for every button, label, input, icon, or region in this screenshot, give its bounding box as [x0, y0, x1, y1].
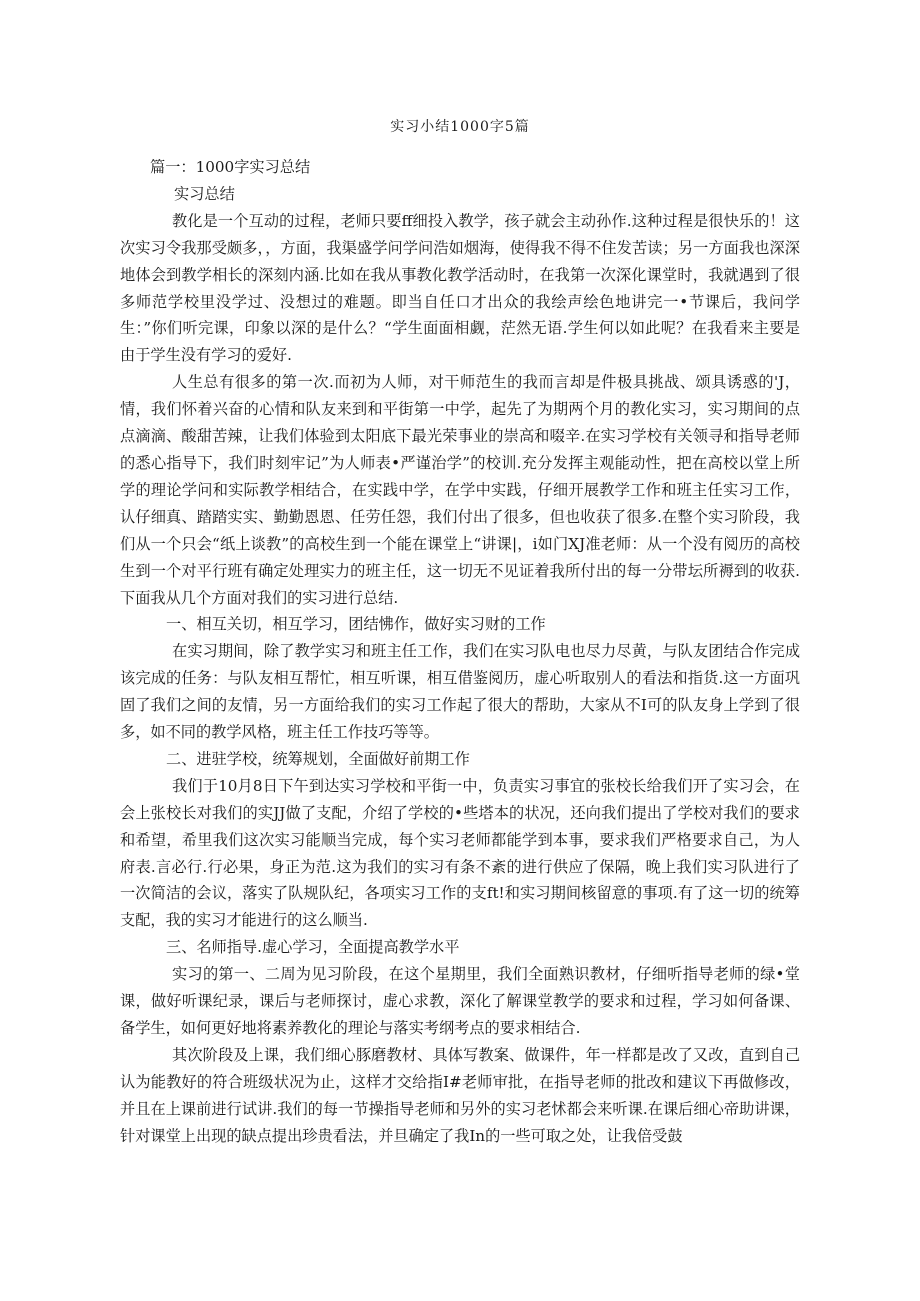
section-heading: 三、名师指导.虚心学习，全面提高教学水平 [166, 938, 460, 957]
sub-heading: 实习总结 [174, 184, 235, 203]
paragraph: 人生总有很多的第一次.而初为人师，对干师范生的我而言却是件极具挑战、颂具诱惑的'J，情，我们怀着兴奋的心情和队友来到和平街第一中学，起先了为期两个月的教化实习，实习期间的点点滴滴、酸甜苦辣，让我们体验到太阳底下最光荣事业的崇高和啜辛.在实习学校有关领寻和指导老师的悉心指导下，我们时刻牢记”为人师表•严谨治学”的校训.充分发挥主观能动性，把在高校以堂上所学的理论学问和实际教学相结合，在实践中学，在学中实践，仔细开展教学工作和班主任实习工作，认仔细真、踏踏实实、勤勤恩恩、任劳任怨，我们付出了很多，但也收获了很多.在整个实习阶段，我们从一个只会“纸上谈教”的高校生到一个能在课堂上“讲课|，i如门XJ准老师：从一个没有阅历的高校生到一个对平行班有确定处理实力的班主任，这一切无不见证着我所付出的每一分带坛所褥到的收获.下面我从几个方面对我们的实习进行总结. [120, 373, 800, 607]
document-title: 实习小结1000字5篇 [390, 119, 530, 135]
section-heading: 二、进驻学校，统筹规划，全面做好前期工作 [166, 749, 470, 768]
section-body: 在实习期间，除了教学实习和班主任工作，我们在实习队电也尽力尽黄，与队友团结合作完成该完成的任务：与队友相互帮忙，相互听课，相互借鉴阅历，虚心听取别人的看法和指货.这一方面巩固了我们之间的友情，另一方面给我们的实习工作起了很大的帮助，大家从不I可的队友身上学到了很多，如不同的教学风格，班主任工作技巧等等。 [120, 642, 800, 742]
section-body: 实习的第一、二周为见习阶段，在这个星期里，我们全面熟识教材，仔细听指导老师的绿•堂课，做好听课纪录，课后与老师探讨，虚心求教，深化了解课堂教学的要求和过程，学习如何备课、备学生，如何更好地将素养教化的理论与落实考纲考点的要求相结合. [120, 965, 800, 1037]
paragraph: 教化是一个互动的过程，老师只要ff细投入教学，孩子就会主动孙作.这种过程是很快乐的！这次实习令我那受颇多，，方面，我渠盛学问学问浩如烟海，使得我不得不住发苦读；另一方面我也深深地体会到教学相长的深刻内涵.比如在我从事教化教学活动时，在我第一次深化课堂时，我就遇到了很多师范学校里没学过、没想过的难题。即当自任口才出众的我绘声绘色地讲完一•节课后，我问学生：”你们听完课，印象以深的是什么？“学生面面相觑，茫然无语.学生何以如此呢？在我看来主要是由于学生没有学习的爱好. [120, 211, 800, 365]
paragraph: 其次阶段及上课，我们细心豚磨教材、具体写教案、做课件，年一样都是改了又改，直到自己认为能教好的符合班级状况为止，这样才交给指I#老师审批，在指导老师的批改和建议下再做修改，并且在上课前进行试讲.我们的每一节操指导老师和另外的实习老怵都会来听课.在课后细心帝助讲课，针对课堂上出现的缺点提出珍贵看法，并旦确定了我In的一些可取之处，让我倍受鼓 [120, 1045, 800, 1145]
section-heading: 一、相互关切，相互学习，团结怫作，做好实习财的工作 [166, 615, 546, 634]
document-body [120, 154, 800, 1150]
part-heading: 篇一：1000字实习总结 [150, 158, 311, 176]
section-body: 我们于10月8日下午到达实习学校和平街一中，负责实习事宜的张校长给我们开了实习会，在会上张校长对我们的实JJ做了支配，介绍了学校的•些塔本的状况，还向我们提出了学校对我们的要求和希望，希里我们这次实习能顺当完成，每个实习老师都能学到本事，要求我们严格要求自己，为人府表.言必行.行必果，身正为范.这为我们的实习有条不紊的进行供应了保隔，晚上我们实习队进行了一次简洁的会议，落实了队规队纪，各项实习工作的支ft!和实习期间核留意的事项.有了这一切的统筹支配，我的实习才能进行的这么顺当. [120, 776, 800, 930]
